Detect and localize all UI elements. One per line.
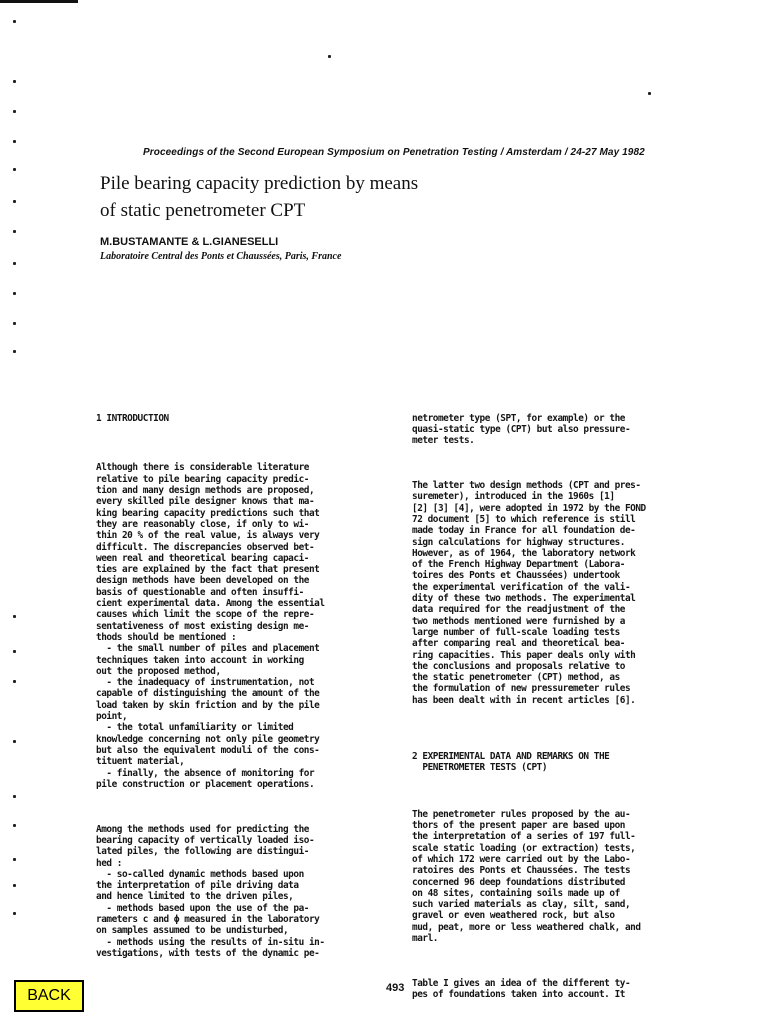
left-column [96, 390, 396, 971]
paragraph: netrometer type (SPT, for example) or the quasi-static type (CPT) but also pressure- meter tests. [412, 412, 631, 447]
margin-dot [13, 858, 16, 861]
title-line-2: of static penetrometer CPT [100, 200, 306, 221]
proceedings-header: Proceedings of the Second European Symposium on Penetration Testing / Amsterdam / 24-27 May 1982 [143, 147, 645, 158]
margin-dot [13, 795, 16, 798]
margin-dot [13, 912, 16, 915]
paper-title [100, 170, 520, 224]
margin-dot [13, 680, 16, 683]
affiliation: Laboratoire Central des Ponts et Chaussées, Paris, France [100, 251, 342, 262]
right-column [412, 390, 712, 1012]
margin-dot [13, 740, 16, 743]
margin-dot [13, 824, 16, 827]
top-rule [0, 0, 78, 3]
margin-dot [13, 140, 16, 143]
margin-dot [13, 230, 16, 233]
margin-dot [13, 292, 16, 295]
title-line-1: Pile bearing capacity prediction by means [100, 173, 419, 194]
paragraph: Table I gives an idea of the different ty- pes of foundations taken into account. It [412, 977, 631, 1001]
speck [328, 55, 331, 58]
margin-dot [13, 262, 16, 265]
margin-dot [13, 615, 16, 618]
margin-dot [13, 322, 16, 325]
margin-dot [13, 350, 16, 353]
margin-dot [13, 200, 16, 203]
paragraph: Among the methods used for predicting the bearing capacity of vertically loaded iso- lated piles, the following are distingui- hed : - so-called dynamic methods based upon the interpretation of pile driving data and hence limited to the driven piles, - methods based upon the use of the pa- rameters c and ϕ measured in the laboratory on samples assumed to be undisturbed, - methods using the results of in-situ in- vestigations, with tests of the dynamic pe- [96, 823, 325, 959]
page-number: 493 [386, 982, 405, 994]
paragraph: Although there is considerable literature relative to pile bearing capacity predic- tion and many design methods are proposed, every skilled pile designer knows that ma- king bearing capacity predictions such that they are reasonably close, if only to wi- thin 20 % of the real value, is always very difficult. The discrepancies observed bet- ween real and theoretical bearing capaci- ties are explained by the fact that present design methods have been developed on the basis of questionable and often insuffi- cient experimental data. Among the essential causes which limit the scope of the repre- sentativeness of most existing design me- thods should be mentioned : - the small number of piles and placement techniques taken into account in working out the proposed method, - the inadequacy of instrumentation, not capable of distinguishing the amount of the load taken by skin friction and by the pile point, - the total unfamiliarity or limited knowledge concerning not only pile geometry but also the equivalent moduli of the cons- tituent material, - finally, the absence of monitoring for pile construction or placement operations. [96, 462, 325, 790]
back-button[interactable]: BACK [14, 980, 84, 1012]
speck [648, 92, 651, 95]
margin-dot [13, 80, 16, 83]
section-heading-experimental-data: 2 EXPERIMENTAL DATA AND REMARKS ON THE PENETROMETER TESTS (CPT) [412, 750, 610, 773]
paragraph: The penetrometer rules proposed by the au- thors of the present paper are based upon the interpretation of a series of 197 full- scale static loading (or extraction) tests, of which 172 were carried out by the Labo- ratoires des Ponts et Chaussées. The tests concerned 96 deep foundations distributed on 48 sites, containing soils made up of such varied materials as clay, silt, sand, gravel or even weathered rock, but also mud, peat, more or less weathered chalk, and marl. [412, 808, 641, 945]
margin-dot [13, 110, 16, 113]
section-heading-introduction: 1 INTRODUCTION [96, 412, 169, 424]
paragraph: The latter two design methods (CPT and pres- suremeter), introduced in the 1960s [1] [2] [3] [4], were adopted in 1972 by the FOND 72 document [5] to which reference is still made today in France for all foundation de- sign calculations for highway structures. However, as of 1964, the laboratory network of the French Highway Department (Labora- toires des Ponts et Chaussées) undertook the experimental verification of the vali- dity of these two methods. The experimental data required for the readjustment of the two methods mentioned were furnished by a large number of full-scale loading tests after comparing real and theoretical bea- ring capacities. This paper deals only with the conclusions and proposals relative to the static penetrometer (CPT) method, as the formulation of new pressuremeter rules has been dealt with in recent articles [6]. [412, 480, 646, 706]
margin-dot [13, 884, 16, 887]
authors: M.BUSTAMANTE & L.GIANESELLI [100, 236, 279, 248]
margin-dot [13, 168, 16, 171]
margin-dot [13, 650, 16, 653]
margin-dot [13, 20, 16, 23]
